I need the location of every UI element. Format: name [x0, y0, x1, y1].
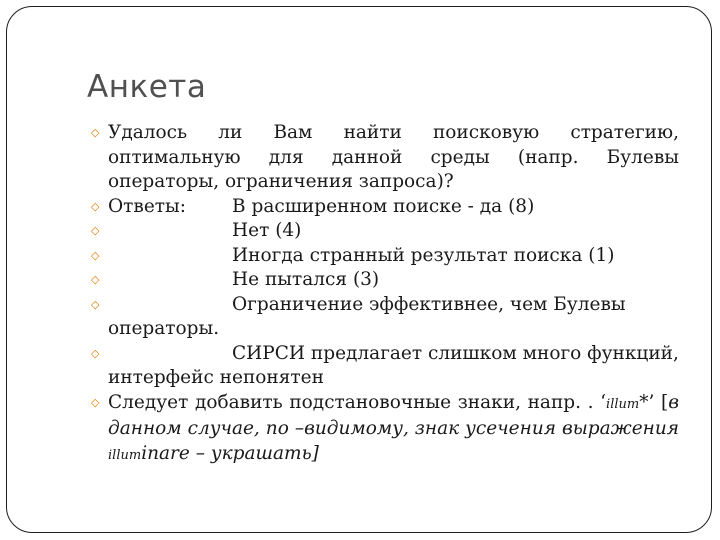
slide-title: Анкета: [87, 69, 207, 105]
answer-text: Не пытался (3): [232, 269, 380, 290]
diamond-bullet-icon: ◇: [91, 346, 100, 360]
suggestion-tail: inare – украшать]: [141, 442, 319, 464]
diamond-bullet-icon: ◇: [91, 297, 100, 311]
list-item: [91, 268, 679, 293]
slide-frame: [6, 6, 712, 533]
answer-text: Ограничение эффективнее, чем Булевы: [232, 293, 626, 315]
diamond-bullet-icon: ◇: [91, 273, 100, 286]
wildcard-term: illum: [606, 396, 640, 412]
list-item: [91, 244, 679, 269]
answer-text: В расширенном поиске - да (8): [232, 195, 535, 217]
diamond-bullet-icon: ◇: [91, 248, 100, 262]
list-item: [91, 219, 679, 244]
list-item: [91, 391, 679, 469]
answer-text: Иногда странный результат поиска (1): [232, 244, 615, 266]
suggestion-italic: в данном случае, по –видимому, знак усечения выражения: [108, 391, 680, 439]
answers-label: Ответы:: [108, 195, 186, 217]
bullet-list: [91, 121, 679, 468]
diamond-bullet-icon: ◇: [91, 395, 100, 409]
suggestion-suffix: *’ [: [639, 391, 669, 413]
answer-continuation: операторы.: [108, 318, 220, 339]
diamond-bullet-icon: ◇: [91, 126, 100, 139]
list-item: [91, 293, 679, 342]
answer-text: Нет (4): [232, 220, 302, 241]
suggestion-prefix: Следует добавить подстановочные знаки, напр. . ‘: [108, 391, 607, 413]
diamond-bullet-icon: ◇: [91, 199, 100, 213]
suggestion-text: [108, 391, 679, 469]
answer-text: СИРСИ предлагает слишком много функций,: [232, 342, 679, 364]
answer-continuation: интерфейс непонятен: [108, 367, 324, 388]
diamond-bullet-icon: ◇: [91, 224, 100, 237]
list-item: [91, 195, 679, 220]
list-item: [91, 121, 679, 195]
question-text: Удалось ли Вам найти поисковую стратегию, оптимальную для данной среды (напр. Булевы операторы, ограничения запроса)?: [108, 122, 679, 192]
list-item: [91, 342, 679, 391]
wildcard-term-2: illum: [108, 447, 142, 463]
